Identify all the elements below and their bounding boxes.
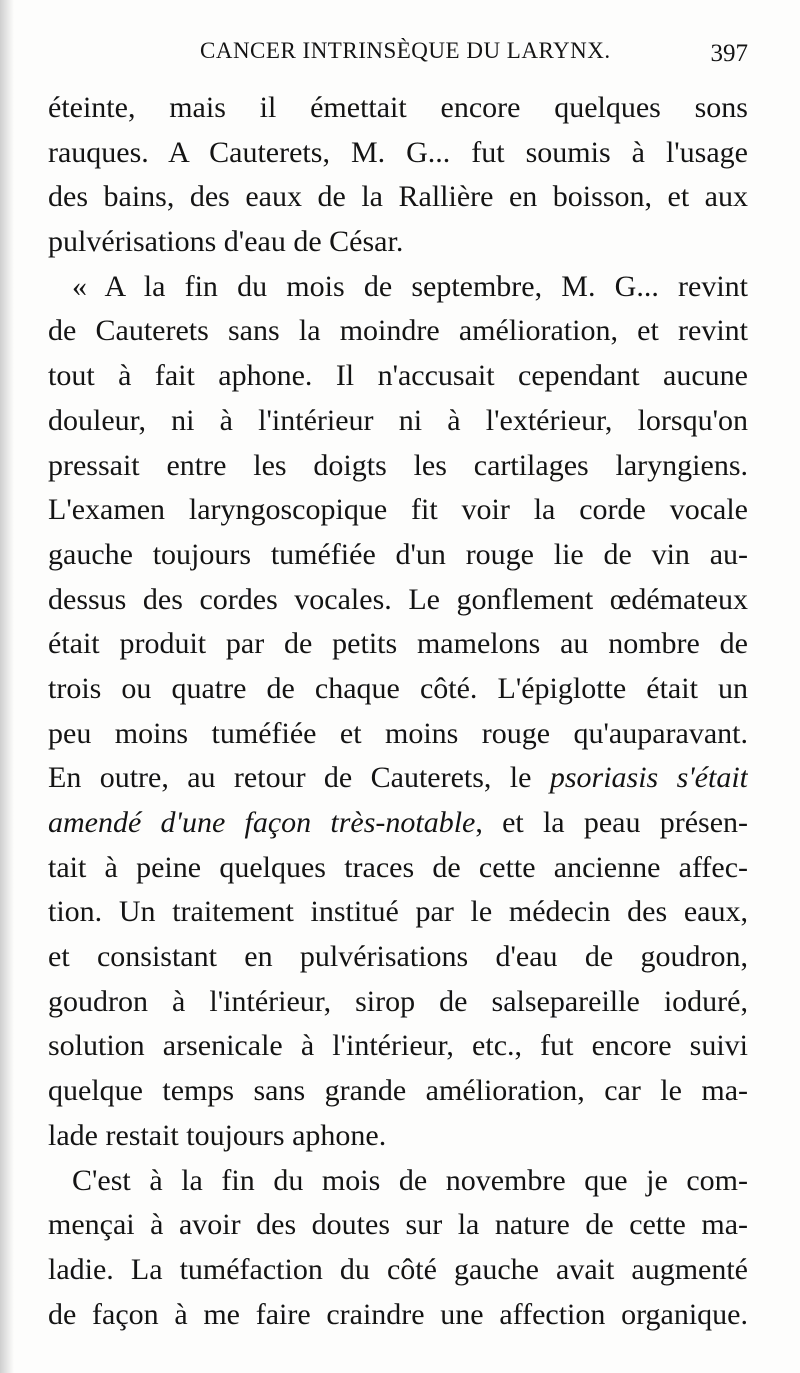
text-line — [48, 801, 748, 846]
text-line: des bains, des eaux de la Rallière en boisson, et aux — [48, 180, 748, 214]
page-number: 397 — [710, 40, 748, 67]
text-line: éteinte, mais il émettait encore quelques sons — [48, 91, 748, 124]
body-text — [48, 86, 748, 1337]
text-line: C'est à la fin du mois de novembre que je com- — [72, 1163, 748, 1197]
text-line: gauche toujours tuméfiée d'un rouge lie de vin au- — [48, 537, 748, 571]
text-line: pulvérisations d'eau de César. — [48, 225, 404, 259]
text-segment: En outre, au retour de Cauterets, le — [48, 761, 550, 795]
text-line: mençai à avoir des doutes sur la nature de cette ma- — [48, 1208, 748, 1242]
text-line: peu moins tuméfiée et moins rouge qu'auparavant. — [48, 716, 748, 750]
text-line: dessus des cordes vocales. Le gonflement œdémateux — [48, 582, 748, 616]
text-line: de façon à me faire craindre une affection organique. — [48, 1297, 748, 1331]
text-line: solution arsenicale à l'intérieur, etc., fut encore suivi — [48, 1029, 748, 1063]
text-line: était produit par de petits mamelons au nombre de — [48, 627, 748, 661]
text-line: tait à peine quelques traces de cette ancienne affec- — [48, 850, 748, 884]
text-line: tion. Un traitement institué par le médecin des eaux, — [48, 895, 748, 929]
text-line: rauques. A Cauterets, M. G... fut soumis à l'usage — [48, 135, 748, 169]
page-gutter-shadow — [0, 0, 14, 1373]
text-line: pressait entre les doigts les cartilages laryngiens. — [48, 448, 748, 482]
text-line — [48, 756, 748, 801]
page-header — [48, 32, 748, 72]
italic-text: psoriasis s'était — [549, 761, 748, 795]
text-line: douleur, ni à l'intérieur ni à l'extérieur, lorsqu'on — [48, 403, 748, 437]
text-line: de Cauterets sans la moindre amélioration, et revint — [48, 314, 748, 348]
text-line: L'examen laryngoscopique fit voir la corde vocale — [48, 493, 748, 527]
text-line: quelque temps sans grande amélioration, car le ma- — [48, 1074, 748, 1108]
text-line: ladie. La tuméfaction du côté gauche avait augmenté — [48, 1252, 748, 1286]
text-segment: , et la peau présen- — [475, 806, 748, 839]
text-line: goudron à l'intérieur, sirop de salsepareille ioduré, — [48, 984, 748, 1018]
text-line: tout à fait aphone. Il n'accusait cependant aucune — [48, 359, 748, 393]
text-line: trois ou quatre de chaque côté. L'épiglotte était un — [48, 671, 748, 705]
text-line: lade restait toujours aphone. — [48, 1118, 387, 1152]
running-head: CANCER INTRINSÈQUE DU LARYNX. — [200, 38, 611, 63]
text-line: « A la fin du mois de septembre, M. G... revint — [72, 269, 748, 303]
italic-text: amendé d'une façon très-notable — [48, 806, 476, 839]
text-line: et consistant en pulvérisations d'eau de goudron, — [48, 940, 748, 974]
